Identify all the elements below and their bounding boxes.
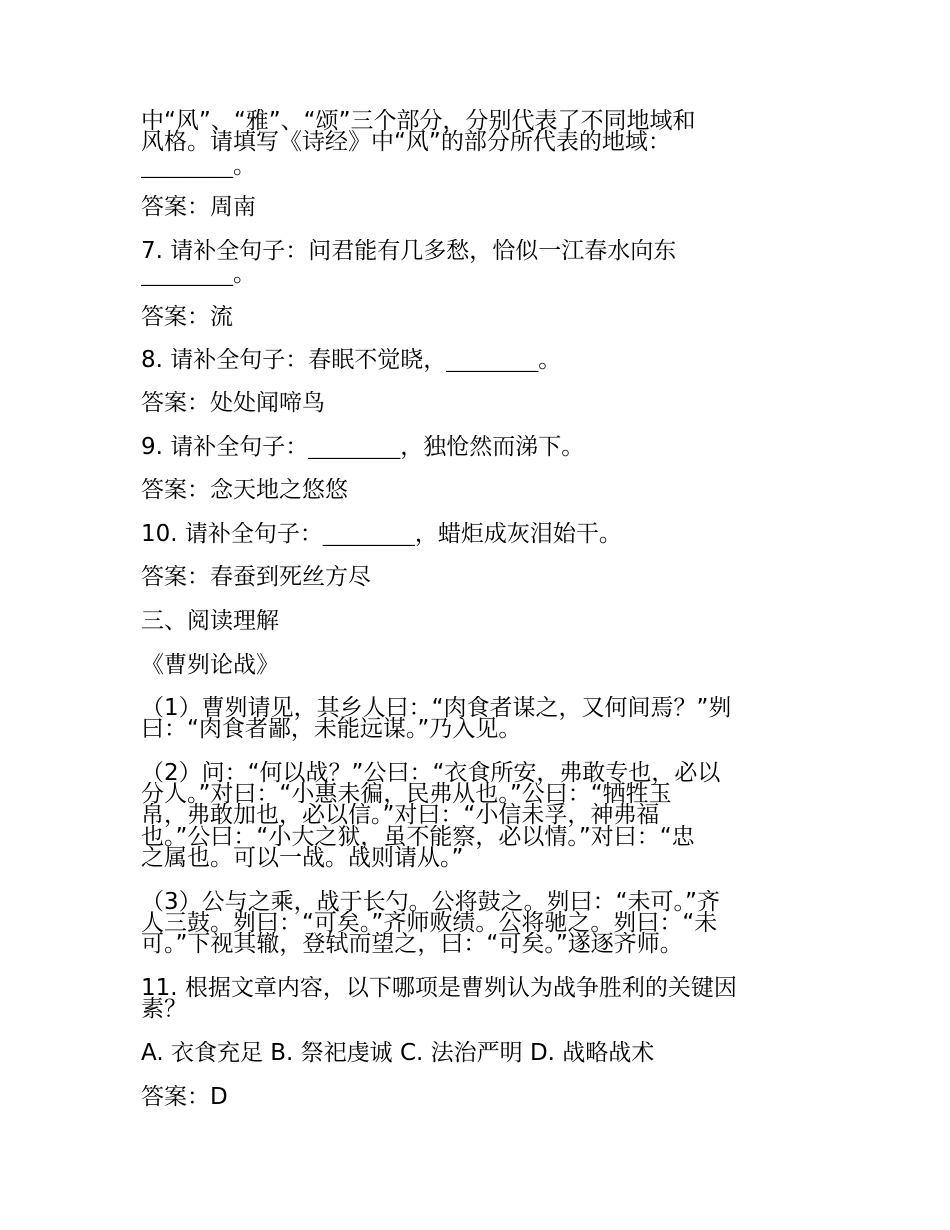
q8-answer: 答案：处处闻啼鸟 (141, 391, 325, 415)
q6-text-line-1: 中“风”、“雅”、“颂”三个部分，分别代表了不同地域和 (141, 109, 696, 133)
para2-line: 之属也。可以一战。战则请从。” (141, 846, 464, 870)
q6-answer: 答案：周南 (141, 195, 256, 219)
q6-text-line-2: 风格。请填写《诗经》中“风”的部分所代表的地域： (141, 130, 671, 154)
q7-answer: 答案：流 (141, 305, 233, 329)
q6-blank: ________。 (141, 154, 256, 178)
para2-line: 也。”公曰：“小大之狱，虽不能察，必以情。”对曰：“忠 (141, 825, 695, 849)
q9-question: 9. 请补全句子：________，独怆然而涕下。 (141, 435, 585, 459)
section-heading: 三、阅读理解 (141, 609, 279, 633)
q9-answer: 答案：念天地之悠悠 (141, 478, 348, 502)
para1-line: 曰：“肉食者鄙，未能远谋。”乃入见。 (141, 717, 522, 741)
q11-question-line-1: 11. 根据文章内容，以下哪项是曹刿认为战争胜利的关键因 (141, 976, 737, 1000)
q7-question: 7. 请补全句子：问君能有几多愁，恰似一江春水向东 (141, 239, 677, 263)
para2-line: 帛，弗敢加也，必以信。”对曰：“小信未孚，神弗福 (141, 803, 660, 827)
para2-line: （2）问：“何以战？”公曰：“衣食所安，弗敢专也，必以 (141, 761, 721, 785)
para3-line: 可。”下视其辙，登轼而望之，曰：“可矣。”遂逐齐师。 (141, 932, 683, 956)
passage-title: 《曹刿论战》 (141, 653, 279, 677)
q7-blank: ________。 (141, 262, 256, 286)
q8-question: 8. 请补全句子：春眠不觉晓，________。 (141, 348, 562, 372)
q10-question: 10. 请补全句子：________，蜡炬成灰泪始干。 (141, 522, 622, 546)
para3-line: （3）公与之乘，战于长勺。公将鼓之。刿曰：“未可。”齐 (141, 890, 720, 914)
q11-answer: 答案：D (141, 1085, 228, 1109)
q10-answer: 答案：春蚕到死丝方尽 (141, 565, 371, 589)
para2-line: 分人。”对曰：“小惠未徧，民弗从也。”公曰：“牺牲玉 (141, 782, 672, 806)
q11-options: A. 衣食充足 B. 祭祀虔诚 C. 法治严明 D. 战略战术 (141, 1041, 655, 1065)
q11-question-line-2: 素？ (141, 997, 187, 1021)
para1-line: （1）曹刿请见，其乡人曰：“肉食者谋之，又何间焉？”刿 (141, 696, 732, 720)
para3-line: 人三鼓。刿曰：“可矣。”齐师败绩。公将驰之。刿曰：“未 (141, 911, 718, 935)
